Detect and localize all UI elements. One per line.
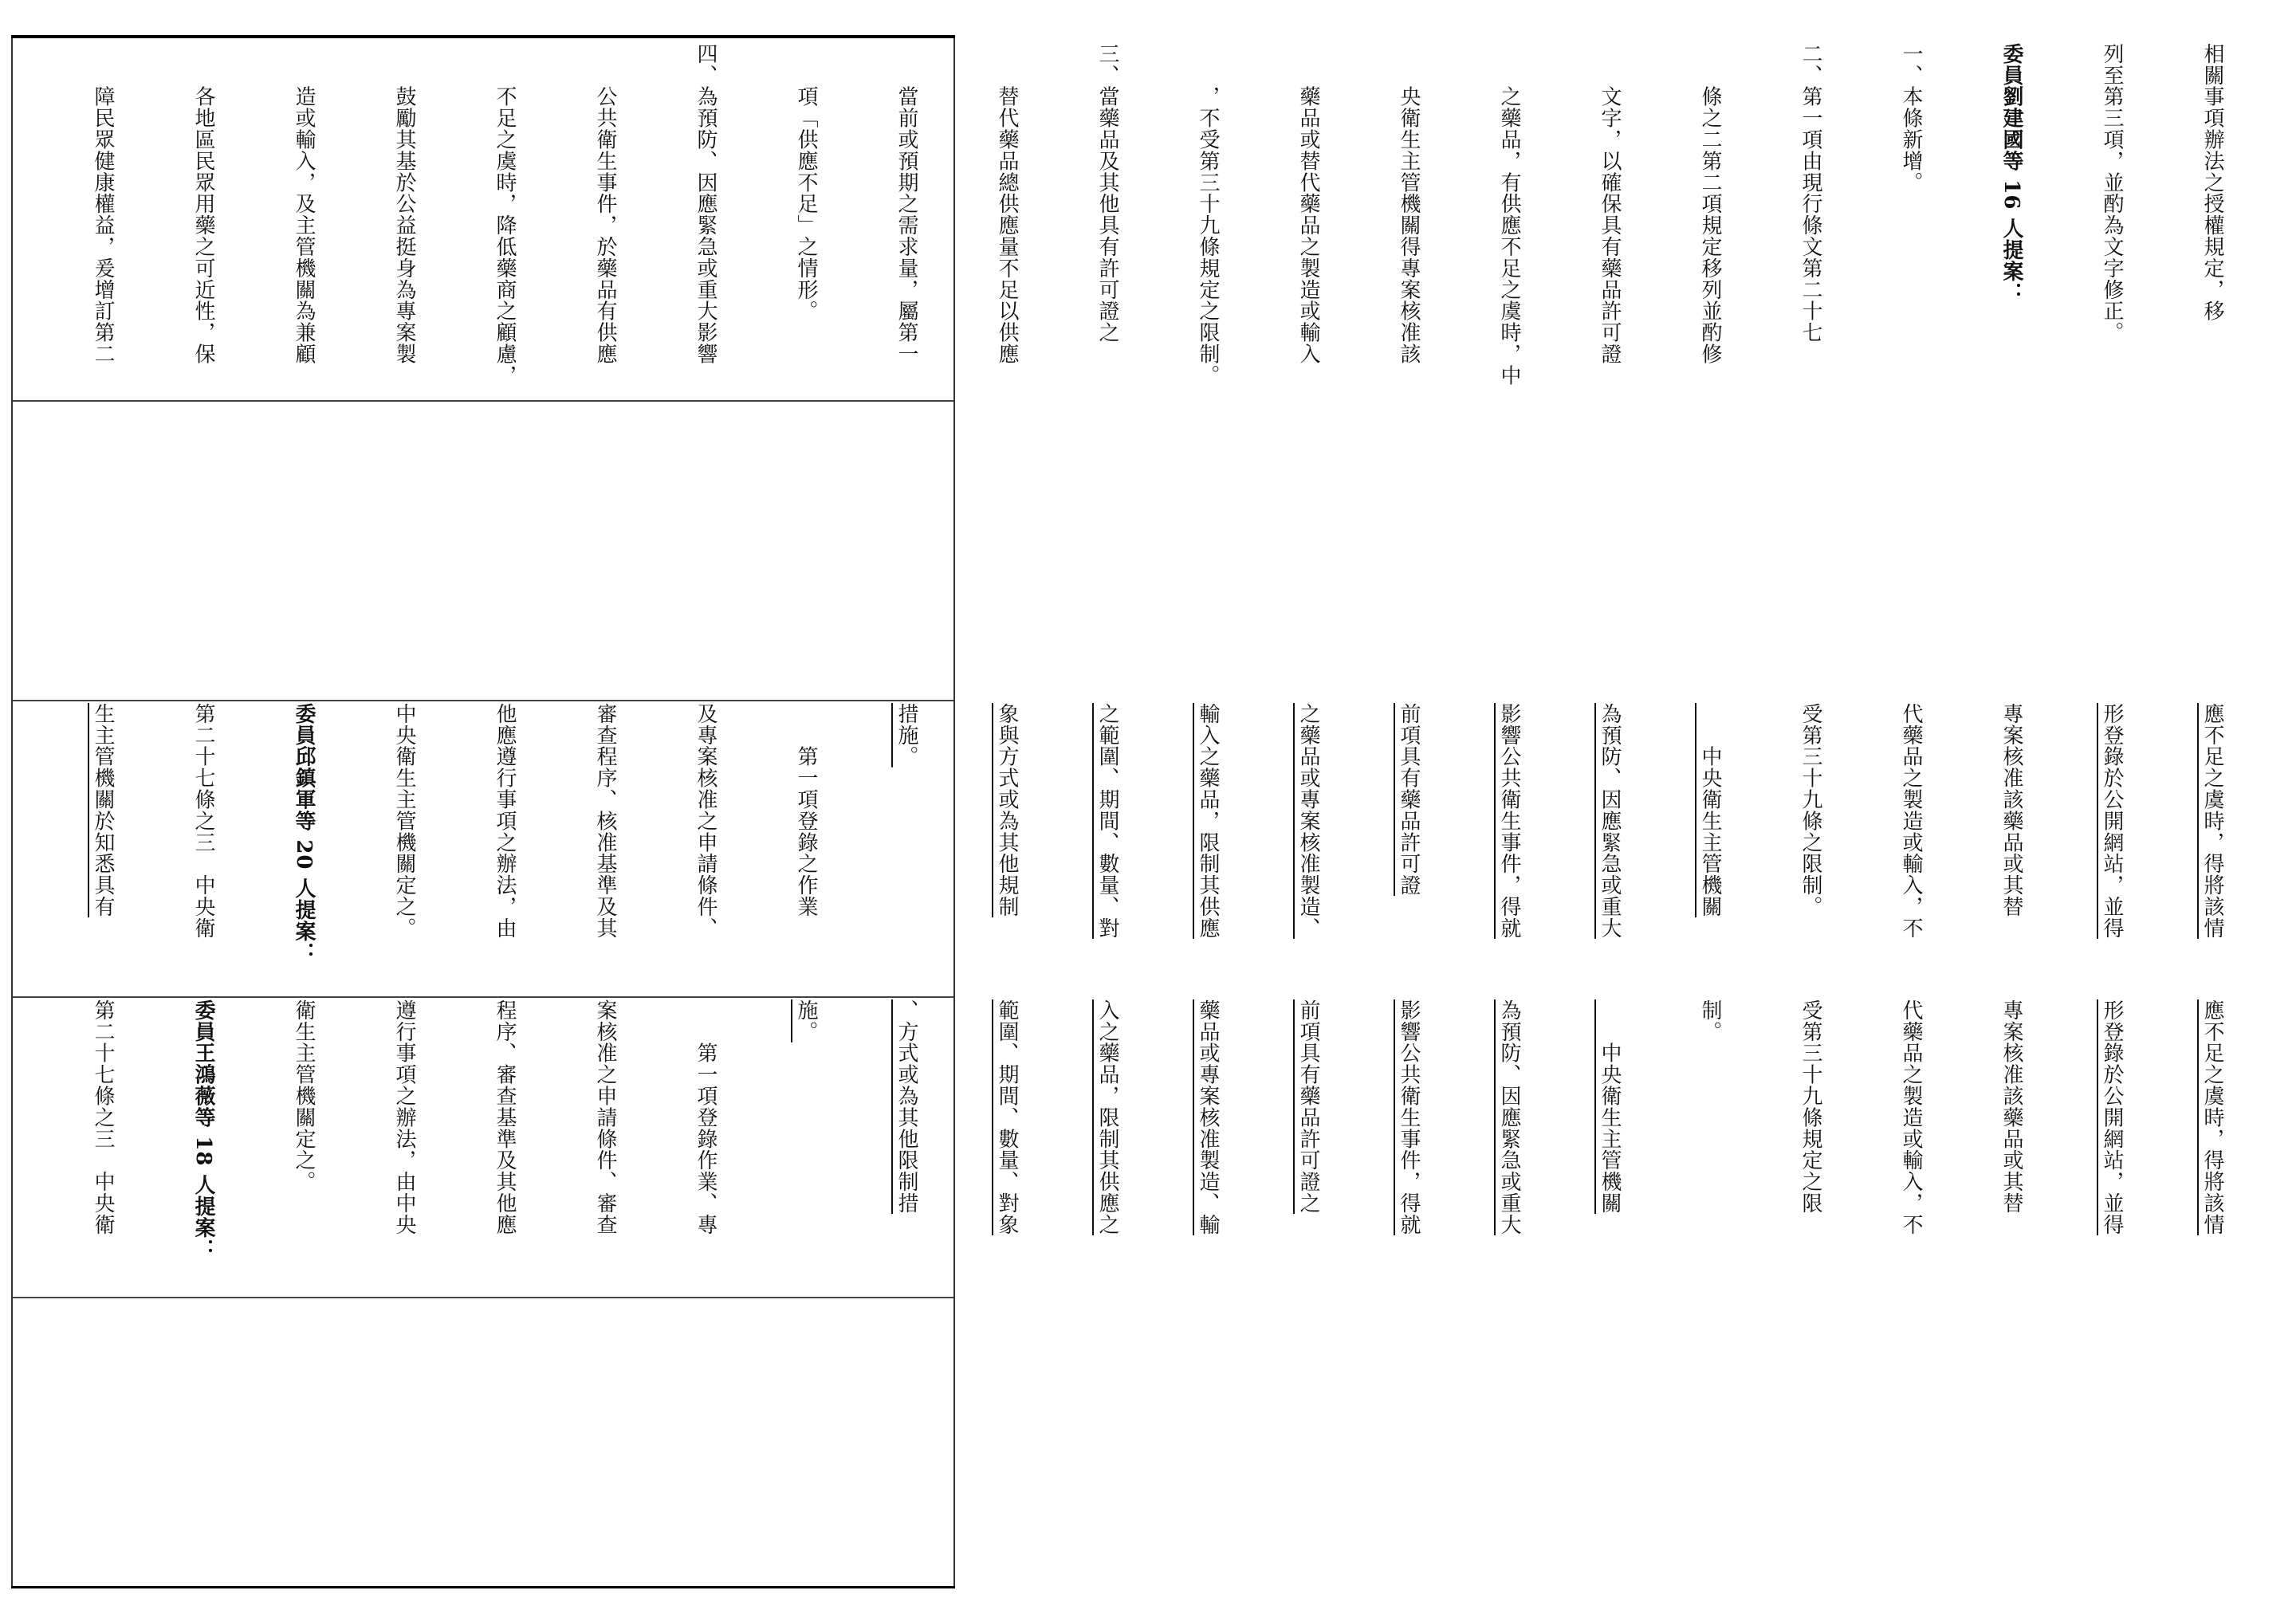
row-divider xyxy=(11,700,955,701)
text-line: 列至第三項，並酌為文字修正。 xyxy=(2100,43,2124,344)
proposal-heading: 委員王鴻薇等 18 人提案： xyxy=(191,999,215,1260)
text-line: 措施。 xyxy=(894,703,918,768)
text-line: 應不足之虞時，得將該情 xyxy=(2200,999,2224,1235)
text-line: 藥品或替代藥品之製造或輸入 xyxy=(1296,43,1320,365)
text-line: 鼓勵其基於公益挺身為專案製 xyxy=(392,43,416,365)
text-line: 程序、審查基準及其他應 xyxy=(493,999,517,1235)
proposal-text-cell xyxy=(19,703,2224,993)
proposal-text-cell xyxy=(19,999,2224,1294)
text-line: 生主管機關於知悉具有 xyxy=(91,703,115,917)
text-line: 公共衛生事件，於藥品有供應 xyxy=(593,43,617,365)
text-line: 為預防、因應緊急或重大 xyxy=(1497,999,1521,1235)
top-rule xyxy=(11,35,955,38)
text-line: 受第三十九條規定之限 xyxy=(1799,999,1822,1214)
text-line: 替代藥品總供應量不足以供應 xyxy=(995,43,1019,365)
text-line: 不足之虞時，降低藥商之顧慮， xyxy=(493,43,517,387)
text-line: 央衛生主管機關得專案核准該 xyxy=(1397,43,1421,365)
text-line: 、方式或為其他限制措 xyxy=(894,999,918,1214)
text-line: 文字，以確保具有藥品許可證 xyxy=(1598,43,1622,365)
empty-cell xyxy=(19,1300,947,1583)
text-line: 入之藥品，限制其供應之 xyxy=(1095,999,1119,1235)
row-divider xyxy=(11,996,955,998)
text-line: 衛生主管機關定之。 xyxy=(292,999,316,1193)
proposal-text xyxy=(19,703,2296,993)
text-line: 專案核准該藥品或其替 xyxy=(1999,703,2023,917)
text-line: 障民眾健康權益，爰增訂第二 xyxy=(91,43,115,365)
text-line: 形登錄於公開網站，並得 xyxy=(2100,999,2124,1235)
explanation-cell xyxy=(19,43,2224,394)
text-line: 項「供應不足」之情形。 xyxy=(794,43,818,322)
text-line: 代藥品之製造或輸入，不 xyxy=(1899,999,1923,1235)
proposal-text xyxy=(19,999,2296,1294)
text-line: 受第三十九條之限制。 xyxy=(1799,703,1822,917)
text-line: 中央衛生主管機關 xyxy=(1598,999,1622,1214)
empty-cell xyxy=(19,403,947,697)
table-border-left xyxy=(11,38,13,1586)
text-line: 遵行事項之辦法，由中央 xyxy=(392,999,416,1235)
text-line: 專案核准該藥品或其替 xyxy=(1999,999,2023,1214)
bottom-rule xyxy=(11,1586,955,1588)
text-line: 第二十七條之三 中央衛 xyxy=(191,703,215,939)
text-line: 形登錄於公開網站，並得 xyxy=(2100,703,2124,939)
text-line: 前項具有藥品許可證 xyxy=(1397,703,1421,897)
text-line: 他應遵行事項之辦法，由 xyxy=(493,703,517,939)
text-line: 象與方式或為其他規制 xyxy=(995,703,1019,917)
text-line: 案核准之申請條件、審查 xyxy=(593,999,617,1235)
text-line: 當前或預期之需求量，屬第一 xyxy=(894,43,918,365)
text-line: 各地區民眾用藥之可近性，保 xyxy=(191,43,215,365)
text-line: ，不受第三十九條規定之限制。 xyxy=(1196,43,1220,387)
text-line: 四、為預防、因應緊急或重大影響 xyxy=(694,43,718,365)
proposal-heading: 委員劉建國等 16 人提案： xyxy=(1999,43,2023,304)
text-line: 影響公共衛生事件，得就 xyxy=(1497,703,1521,939)
text-line: 條之二第二項規定移列並酌修 xyxy=(1698,43,1722,365)
text-line: 範圍、期間、數量、對象 xyxy=(995,999,1019,1235)
text-line: 為預防、因應緊急或重大 xyxy=(1598,703,1622,939)
text-line: 應不足之虞時，得將該情 xyxy=(2200,703,2224,939)
text-line: 制。 xyxy=(1698,999,1722,1043)
text-line: 審查程序、核准基準及其 xyxy=(593,703,617,939)
text-line: 輸入之藥品，限制其供應 xyxy=(1196,703,1220,939)
row-divider xyxy=(11,1297,955,1298)
text-line: 之藥品或專案核准製造、 xyxy=(1296,703,1320,939)
text-line: 造或輸入，及主管機關為兼顧 xyxy=(292,43,316,365)
text-line: 施。 xyxy=(794,999,818,1043)
text-line: 前項具有藥品許可證之 xyxy=(1296,999,1320,1214)
text-line: 第一項登錄之作業 xyxy=(794,703,818,917)
text-line: 影響公共衛生事件，得就 xyxy=(1397,999,1421,1235)
text-line: 一、本條新增。 xyxy=(1899,43,1923,194)
text-line: 第二十七條之三 中央衛 xyxy=(91,999,115,1235)
text-line: 相關事項辦法之授權規定，移 xyxy=(2200,43,2224,322)
text-line: 二、第一項由現行條文第二十七 xyxy=(1799,43,1822,344)
text-line: 代藥品之製造或輸入，不 xyxy=(1899,703,1923,939)
text-line: 之範圍、期間、數量、對 xyxy=(1095,703,1119,939)
explanation-text xyxy=(19,43,2296,394)
text-line: 之藥品，有供應不足之虞時，中 xyxy=(1497,43,1521,387)
text-line: 及專案核准之申請條件、 xyxy=(694,703,718,939)
row-divider xyxy=(11,400,955,402)
text-line: 中央衛生主管機關定之。 xyxy=(392,703,416,939)
text-line: 藥品或專案核准製造、輸 xyxy=(1196,999,1220,1235)
text-line: 三、當藥品及其他具有許可證之 xyxy=(1095,43,1119,344)
text-line: 第一項登錄作業、專 xyxy=(694,999,718,1235)
proposal-heading: 委員邱鎮軍等 20 人提案： xyxy=(292,703,316,964)
text-line: 中央衛生主管機關 xyxy=(1698,703,1722,917)
